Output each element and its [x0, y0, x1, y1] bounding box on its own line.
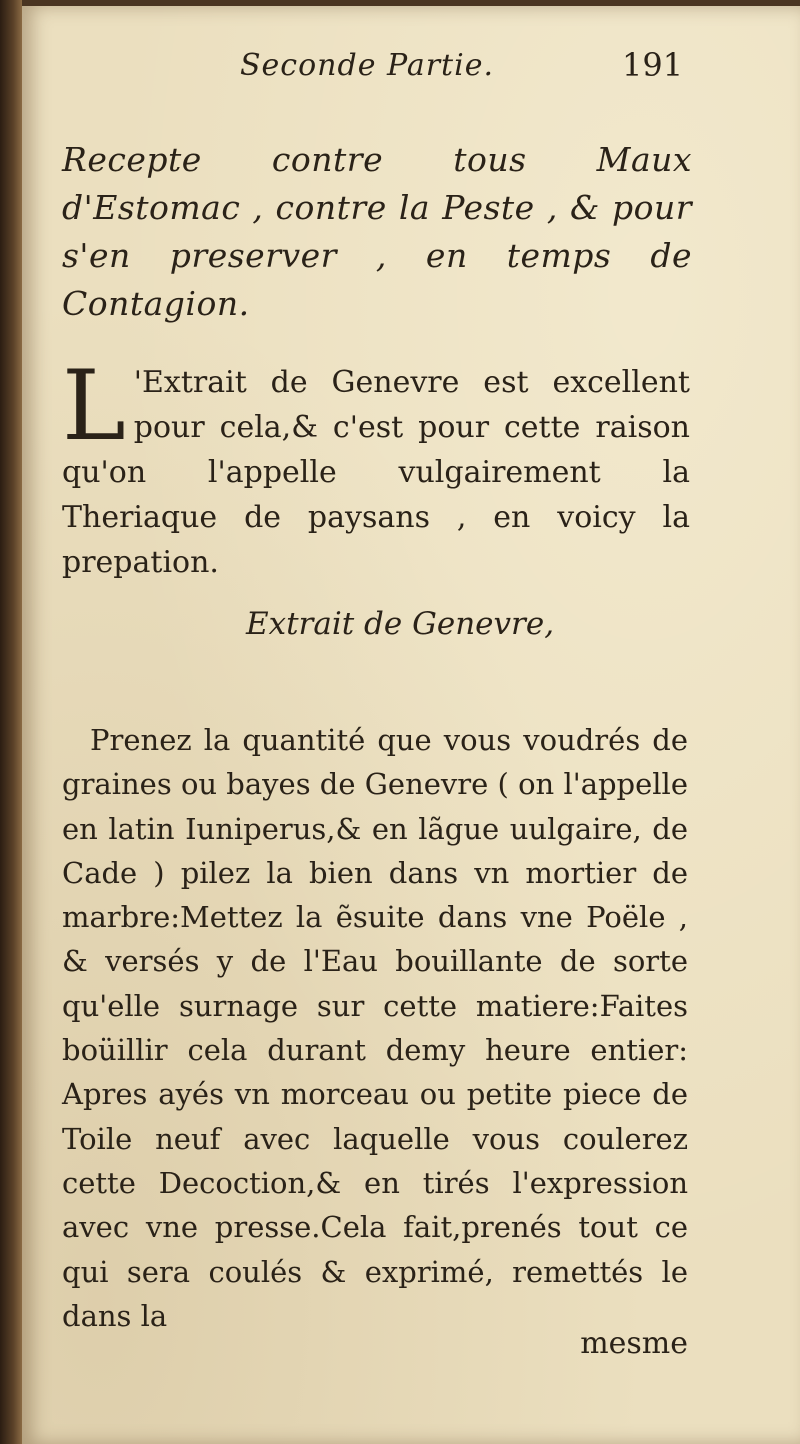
intro-paragraph — [62, 350, 690, 585]
page-number: 191 — [622, 46, 684, 84]
section-heading: Extrait de Genevre, — [245, 606, 555, 642]
drop-cap: L — [62, 350, 126, 462]
intro-text: 'Extrait de Genevre est excellent pour cela,& c'est pour cette raison qu'on l'appelle vulgairement la Theriaque de paysans , en voicy la prepation. — [62, 365, 690, 580]
recipe-title: Recepte contre tous Maux d'Estomac , contre la Peste , & pour s'en preserver , en temps de Contagion. — [62, 140, 692, 323]
running-head: Seconde Partie. — [240, 48, 494, 83]
body-paragraph: Prenez la quantité que vous voudrés de graines ou bayes de Genevre ( on l'appelle en latin Iuniperus,& en lãgue uulgaire, de Cade ) pilez la bien dans vn mortier de marbre:Mettez la ẽsuite dans vne Poële , & versés y de l'Eau bouillante de sorte qu'elle surnage sur cette matiere:Faites boüillir cela durant demy heure entier: Apres ayés vn morceau ou petite piece de Toile neuf avec laquelle vous coulerez cette Decoction,& en tirés l'expression avec vne presse.Cela fait,prenés tout ce qui sera coulés & exprimé, remettés le dans la — [62, 723, 688, 1333]
catchword: mesme — [580, 1326, 688, 1361]
book-gutter — [0, 0, 22, 1444]
